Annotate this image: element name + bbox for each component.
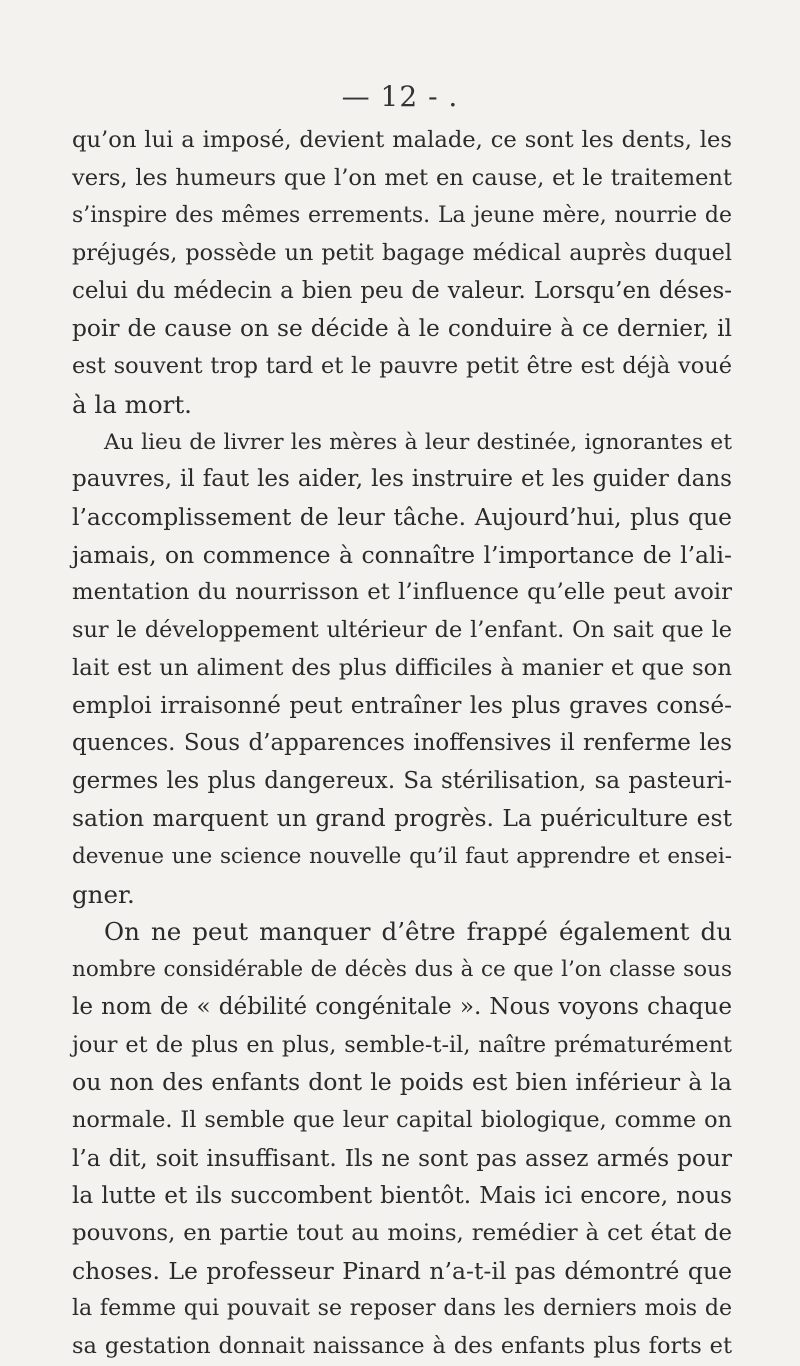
text-line: sa gestation donnait naissance à des enfants plus forts et [72, 1333, 732, 1359]
text-line: l’a dit, soit insuffisant. Ils ne sont pas assez armés pour [72, 1144, 732, 1172]
text-line: la femme qui pouvait se reposer dans les derniers mois de [72, 1296, 732, 1322]
text-line: jamais, on commence à connaître l’importance de l’ali- [72, 540, 732, 569]
text-line: jour et de plus en plus, semble-t-il, naître prématurément [72, 1031, 732, 1058]
text-line: quences. Sous d’apparences inoffensives il renferme les [72, 730, 732, 756]
text-line: normale. Il semble que leur capital biologique, comme on [72, 1106, 732, 1133]
text-line: vers, les humeurs que l’on met en cause, et le traitement [72, 164, 732, 191]
text-line: préjugés, possède un petit bagage médical auprès duquel [72, 240, 732, 267]
page-number: — 12 - . [341, 80, 459, 113]
text-line: est souvent trop tard et le pauvre petit être est déjà voué [72, 353, 732, 380]
text-line: germes les plus dangereux. Sa stérilisation, sa pasteuri- [72, 767, 732, 794]
text-line: lait est un aliment des plus difficiles à manier et que son [72, 654, 732, 681]
text-line: gner. [72, 879, 135, 909]
text-line: l’accomplissement de leur tâche. Aujourd’hui, plus que [72, 502, 732, 531]
text-line: sation marquent un grand progrès. La puériculture est [72, 804, 732, 833]
text-line: pauvres, il faut les aider, les instruire et les guider dans [72, 466, 732, 493]
text-line: qu’on lui a imposé, devient malade, ce sont les dents, les [72, 127, 732, 153]
text-line: nombre considérable de décès dus à ce que l’on classe sous [72, 957, 732, 983]
text-line: ou non des enfants dont le poids est bien inférieur à la [72, 1068, 732, 1097]
text-line: On ne peut manquer d’être frappé également du [104, 917, 732, 947]
text-line: le nom de « débilité congénitale ». Nous voyons chaque [72, 993, 732, 1020]
text-line: pouvons, en partie tout au moins, remédier à cet état de [72, 1219, 732, 1246]
text-line: Au lieu de livrer les mères à leur destinée, ignorantes et [104, 429, 732, 455]
text-line: mentation du nourrisson et l’influence qu’elle peut avoir [72, 579, 732, 606]
text-line: choses. Le professeur Pinard n’a-t-il pas démontré que [72, 1256, 732, 1285]
text-line: devenue une science nouvelle qu’il faut apprendre et ensei- [72, 844, 732, 870]
text-line: s’inspire des mêmes errements. La jeune mère, nourrie de [72, 203, 732, 229]
text-line: celui du médecin a bien peu de valeur. Lorsqu’en déses- [72, 277, 732, 304]
text-line: la lutte et ils succombent bientôt. Mais ici encore, nous [72, 1182, 732, 1210]
text-line: à la mort. [72, 389, 192, 419]
text-line: sur le développement ultérieur de l’enfant. On sait que le [72, 616, 732, 643]
body-text [72, 122, 732, 1366]
text-line: emploi irraisonné peut entraîner les plus graves consé- [72, 692, 732, 720]
text-line: poir de cause on se décide à le conduire à ce dernier, il [72, 315, 732, 343]
